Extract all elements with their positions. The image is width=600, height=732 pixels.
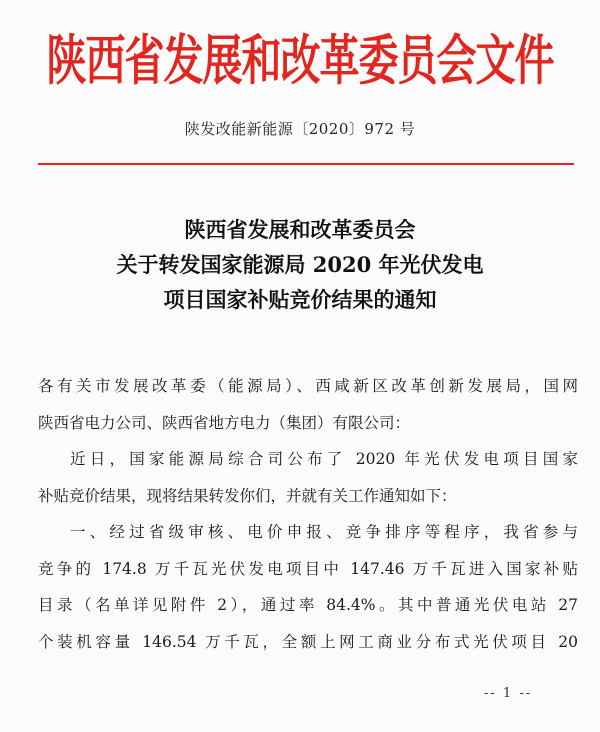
title-line-2: 关于转发国家能源局 2020 年光伏发电 <box>116 252 484 277</box>
body-line-7: 目录（名单详见附件 2），通过率 84.4%。其中普通光伏电站 27 <box>38 596 578 614</box>
body-line-4: 补贴竞价结果，现将结果转发你们，并就有关工作通知如下： <box>38 486 457 505</box>
page-number: -- 1 -- <box>484 686 533 701</box>
body-line-2: 陕西省电力公司、陕西省地方电力（集团）有限公司： <box>38 413 411 432</box>
title-line-1: 陕西省发展和改革委员会 <box>184 217 416 242</box>
issuer-title: 陕西省发展和改革委员会文件 <box>46 28 554 93</box>
title-line-3: 项目国家补贴竞价结果的通知 <box>163 287 437 312</box>
body-line-3: 近日，国家能源局综合司公布了 2020 年光伏发电项目国家 <box>70 450 578 468</box>
body-line-1: 各有关市发展改革委（能源局）、西咸新区改革创新发展局，国网 <box>38 377 578 395</box>
document-number: 陕发改能新能源〔2020〕972 号 <box>184 120 416 138</box>
notice-body <box>38 368 578 660</box>
red-divider-line <box>38 163 574 165</box>
body-line-8: 个装机容量 146.54 万千瓦，全额上网工商业分布式光伏项目 20 <box>38 632 578 651</box>
body-line-5: 一、经过省级审核、电价申报、竞争排序等程序，我省参与 <box>70 523 578 541</box>
body-line-6: 竞争的 174.8 万千瓦光伏发电项目中 147.46 万千瓦进入国家补贴 <box>38 559 578 578</box>
notice-title <box>0 212 600 317</box>
